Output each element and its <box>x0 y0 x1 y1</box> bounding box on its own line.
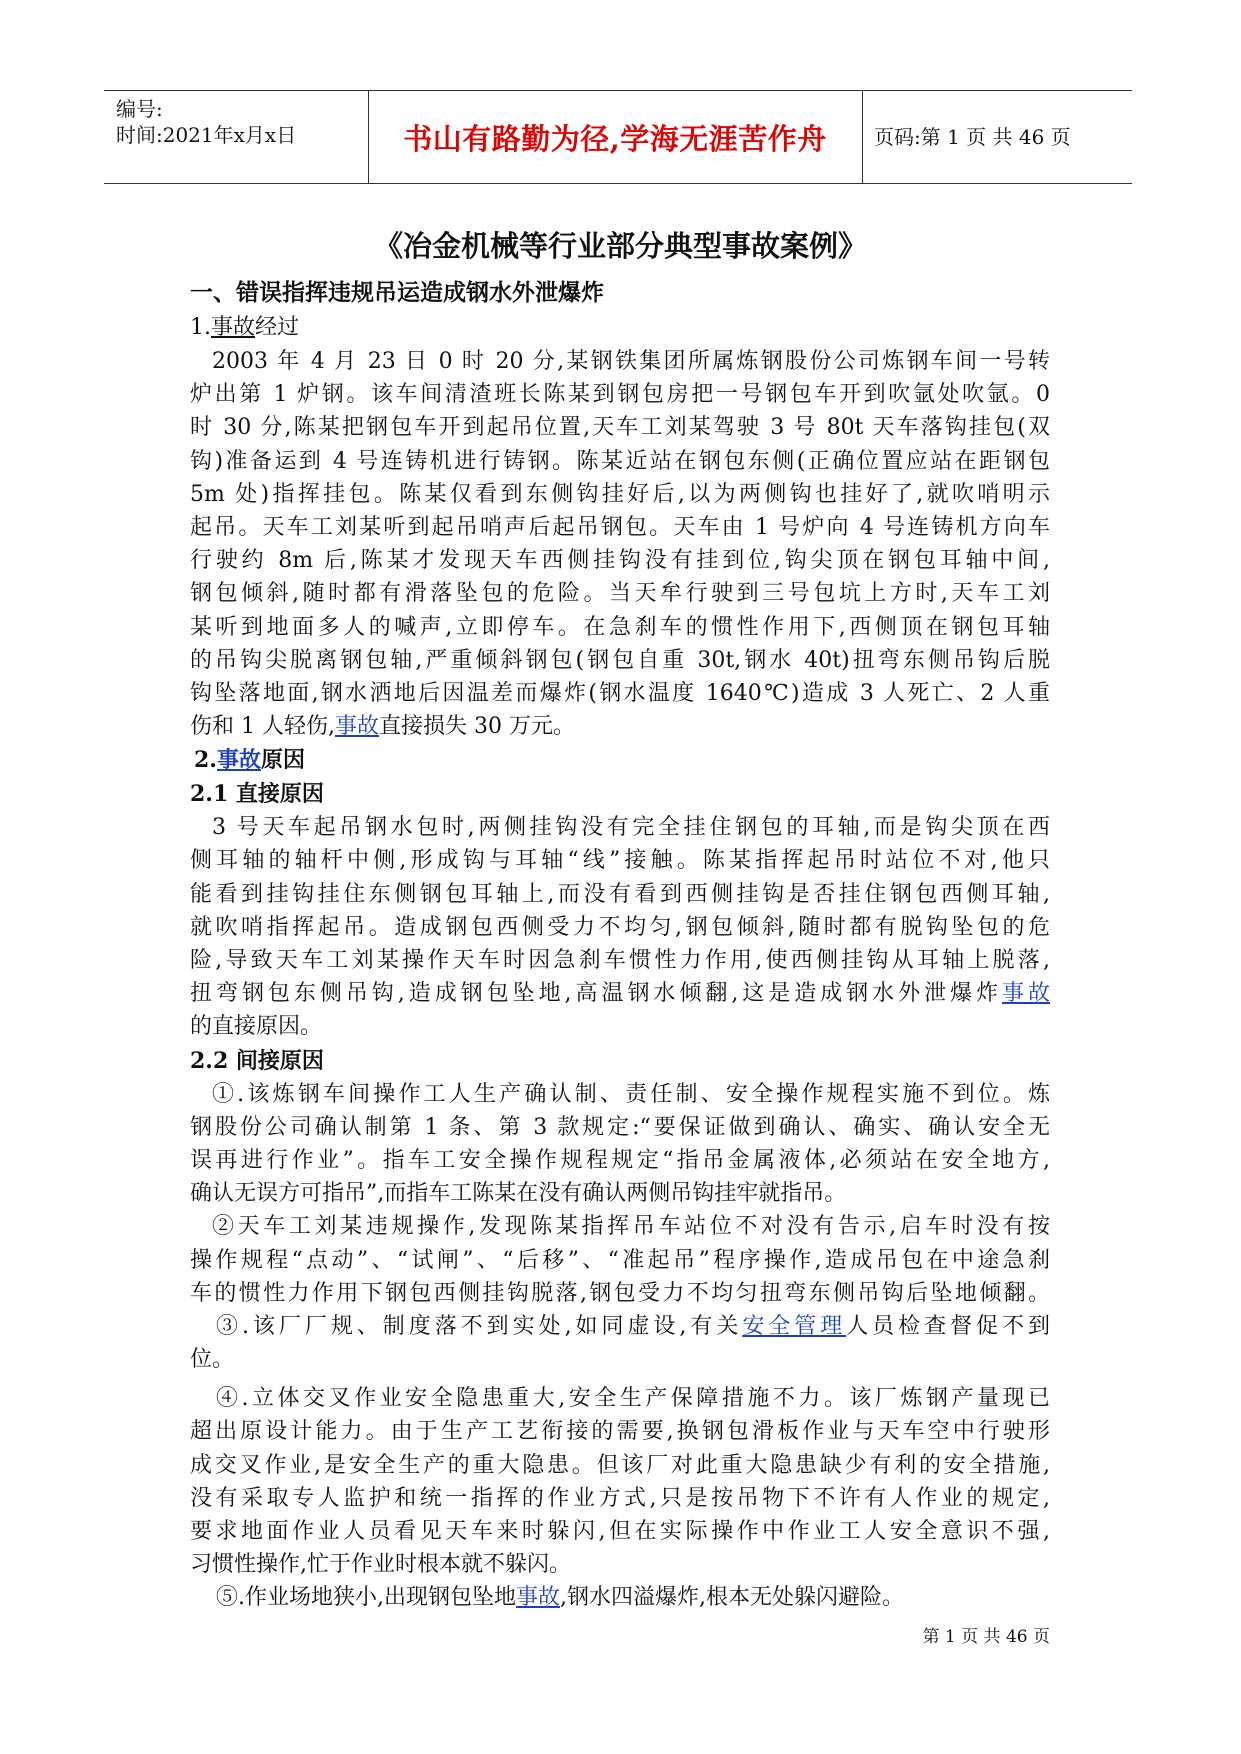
paragraph-indirect-cause-2 <box>190 1210 1050 1310</box>
page-header <box>104 90 1132 184</box>
document-body <box>190 275 1050 1615</box>
text-line: 扭弯钢包东侧吊钩,造成钢包坠地,高温钢水倾翻,这是造成钢水外泄爆炸事故 <box>190 981 1050 1007</box>
text-line: 伤和 1 人轻伤,事故直接损失 30 万元。 <box>190 714 575 740</box>
header-page-code: 页码:第 1 页 共 46 页 <box>874 125 1071 149</box>
accident-link[interactable]: 事故 <box>211 315 256 340</box>
document-number-label: 编号: <box>116 97 163 121</box>
accident-link[interactable]: 事故 <box>1002 981 1050 1007</box>
text-line: 的直接原因。 <box>190 1014 323 1040</box>
text-line: 确认无误方可指吊”,而指车工陈某在没有确认两侧吊钩挂牢就指吊。 <box>190 1181 847 1207</box>
paragraph-indirect-cause-5 <box>190 1581 1050 1614</box>
document-title: 《冶金机械等行业部分典型事故案例》 <box>373 229 867 263</box>
text-line: 炉出第 1 炉钢。该车间清渣班长陈某到钢包房把一号钢包车开到吹氩处吹氩。0 <box>190 382 1050 408</box>
text-line: 超出原设计能力。由于生产工艺衔接的需要,换钢包滑板作业与天车空中行驶形 <box>190 1419 1050 1445</box>
text-line: 钢股份公司确认制第 1 条、第 3 款规定:“要保证做到确认、确实、确认安全无 <box>190 1114 1050 1140</box>
header-motto: 书山有路勤为径,学海无涯苦作舟 <box>403 122 827 156</box>
paragraph-indirect-cause-3 <box>190 1310 1050 1376</box>
text-line: ②天车工刘某违规操作,发现陈某指挥吊车站位不对没有告示,启车时没有按 <box>212 1214 1050 1240</box>
page-footer: 第 1 页 共 46 页 <box>922 1627 1050 1647</box>
text-line: ①.该炼钢车间操作工人生产确认制、责任制、安全操作规程实施不到位。炼 <box>212 1081 1050 1107</box>
subsection-heading-2: 2.事故原因 <box>194 747 305 774</box>
subsection-heading-1: 1.事故经过 <box>190 315 300 340</box>
text-line: 侧耳轴的轴杆中侧,形成钩与耳轴“线”接触。陈某指挥起吊时站位不对,他只 <box>190 848 1050 874</box>
text-line: 误再进行作业”。指车工安全操作规程规定“指吊金属液体,必须站在安全地方, <box>190 1147 1050 1173</box>
text-line: 2003 年 4 月 23 日 0 时 20 分,某钢铁集团所属炼钢股份公司炼钢车间一号转 <box>212 349 1050 374</box>
text-line: 要求地面作业人员看见天车来时躲闪,但在实际操作中作业工人安全意识不强, <box>190 1519 1050 1544</box>
paragraph-accident-course <box>190 345 1050 743</box>
text-line: 某听到地面多人的喊声,立即停车。在急刹车的惯性作用下,西侧顶在钢包耳轴 <box>190 614 1050 640</box>
text-line: 成交叉作业,是安全生产的重大隐患。但该厂对此重大隐患缺少有利的安全措施, <box>190 1452 1050 1478</box>
accident-link[interactable]: 事故 <box>216 747 261 774</box>
text-line: 起吊。天车工刘某听到起吊哨声后起吊钢包。天车由 1 号炉向 4 号连铸机方向车 <box>190 514 1050 540</box>
accident-link[interactable]: 事故 <box>334 714 379 740</box>
text-line: 钩)准备运到 4 号连铸机进行铸钢。陈某近站在钢包东侧(正确位置应站在距钢包 <box>190 448 1050 474</box>
text-line: 位。 <box>190 1347 235 1373</box>
subsection-heading-2-1: 2.1 直接原因 <box>190 781 324 808</box>
text-line: 没有采取专人监护和统一指挥的作业方式,只是按吊物下不许有人作业的规定, <box>190 1485 1050 1511</box>
paragraph-indirect-cause-4 <box>190 1382 1050 1581</box>
subsection-heading-2-2: 2.2 间接原因 <box>190 1047 324 1074</box>
text-line: 车的惯性力作用下钢包西侧挂钩脱落,钢包受力不均匀扭弯东侧吊钩后坠地倾翻。 <box>190 1280 1050 1306</box>
text-line: 钩坠落地面,钢水洒地后因温差而爆炸(钢水温度 1640℃)造成 3 人死亡、2 人重 <box>190 680 1050 706</box>
header-page-cell <box>862 91 1132 183</box>
text-line: 的吊钩尖脱离钢包轴,严重倾斜钢包(钢包自重 30t,钢水 40t)扭弯东侧吊钩后脱 <box>190 647 1050 673</box>
text-line: ④.立体交叉作业安全隐患重大,安全生产保障措施不力。该厂炼钢产量现已 <box>216 1386 1050 1412</box>
text-line: 5m 处)指挥挂包。陈某仅看到东侧钩挂好后,以为两侧钩也挂好了,就吹哨明示 <box>190 481 1050 507</box>
paragraph-direct-cause <box>190 811 1050 1043</box>
section-heading: 一、错误指挥违规吊运造成钢水外泄爆炸 <box>190 279 604 306</box>
text-line: 行驶约 8m 后,陈某才发现天车西侧挂钩没有挂到位,钩尖顶在钢包耳轴中间, <box>190 548 1050 574</box>
text-line: 操作规程“点动”、“试闸”、“后移”、“准起吊”程序操作,造成吊包在中途急刹 <box>190 1247 1050 1273</box>
text-line: ⑤.作业场地狭小,出现钢包坠地事故,钢水四溢爆炸,根本无处躲闪避险。 <box>216 1585 905 1611</box>
text-line: 3 号天车起吊钢水包时,两侧挂钩没有完全挂住钢包的耳轴,而是钩尖顶在西 <box>212 815 1050 841</box>
text-line: 能看到挂钩挂住东侧钢包耳轴上,而没有看到西侧挂钩是否挂住钢包西侧耳轴, <box>190 881 1050 907</box>
paragraph-indirect-cause-1 <box>190 1078 1050 1211</box>
text-line: 时 30 分,陈某把钢包车开到起吊位置,天车工刘某驾驶 3 号 80t 天车落钩挂包(双 <box>190 415 1050 441</box>
safety-management-link[interactable]: 安全管理 <box>742 1313 847 1339</box>
text-line: 习惯性操作,忙于作业时根本就不躲闪。 <box>190 1552 571 1578</box>
header-info-cell <box>104 91 369 183</box>
text-line: 就吹哨指挥起吊。造成钢包西侧受力不均匀,钢包倾斜,随时都有脱钩坠包的危 <box>190 914 1050 940</box>
document-time-label: 时间:2021年x月x日 <box>116 123 297 147</box>
text-line: ③.该厂厂规、制度落不到实处,如同虚设,有关安全管理人员检查督促不到 <box>216 1313 1050 1339</box>
accident-link[interactable]: 事故 <box>516 1585 561 1611</box>
header-motto-cell <box>368 91 863 183</box>
text-line: 钢包倾斜,随时都有滑落坠包的危险。当天牟行驶到三号包坑上方时,天车工刘 <box>190 581 1050 607</box>
text-line: 险,导致天车工刘某操作天车时因急刹车惯性力作用,使西侧挂钩从耳轴上脱落, <box>190 948 1050 973</box>
